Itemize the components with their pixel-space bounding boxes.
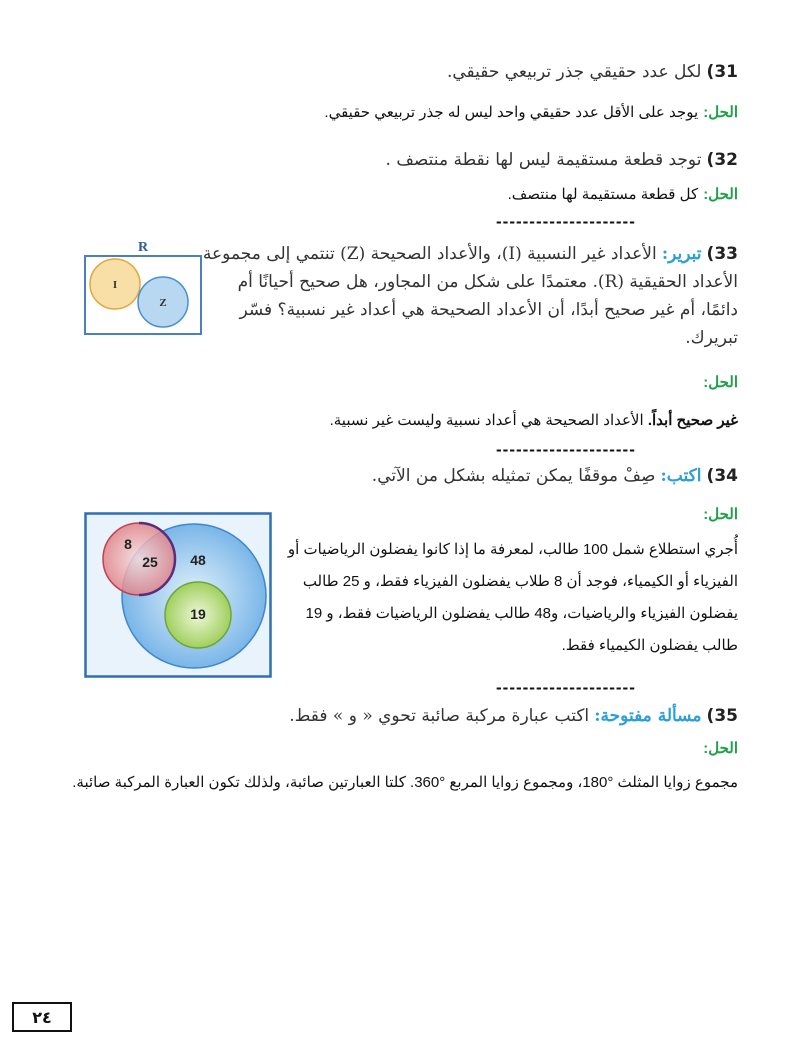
divider: --------------------- [496,678,636,697]
question-text: توجد قطعة مستقيمة ليس لها نقطة منتصف . [385,150,702,170]
solution-label: الحل: [703,186,738,203]
divider: --------------------- [496,212,636,231]
solution-31 [58,102,738,121]
question-number: 31) [706,62,738,82]
question-text: صِفْ موقفًا يمكن تمثيله بشكل من الآتي. [371,466,656,486]
solution-label: الحل: [703,374,738,391]
question-text-line: تبريرك. [685,328,738,348]
question-keyword: مسألة مفتوحة: [594,706,702,726]
solution-33 [58,410,738,429]
question-text-line: الأعداد الحقيقية (R). معتمدًا على شكل من المجاور، هل صحيح أحيانًا أم [237,272,738,292]
question-number: 35) [706,706,738,726]
question-number: 32) [706,150,738,170]
circle-z-label: Z [159,297,167,309]
solution-34 [278,534,738,662]
venn-diagram-r [83,238,203,338]
question-text: لكل عدد حقيقي جذر تربيعي حقيقي. [446,62,702,82]
physics-math-count: 25 [142,554,158,570]
solution-text: كل قطعة مستقيمة لها منتصف. [507,186,699,203]
venn-diagram-survey [84,512,272,678]
question-31 [138,62,738,82]
question-33 [198,240,738,352]
question-keyword: تبرير: [661,244,702,264]
solution-label: الحل: [703,506,738,523]
solution-text-line: طالب يفضلون الكيمياء فقط. [561,637,738,654]
page-number: ٢٤ [32,1007,52,1027]
question-text-line: الأعداد غير النسبية (I)، والأعداد الصحيحة (Z) تنتمي إلى مجموعة [202,244,657,264]
solution-text-line: الفيزياء أو الكيمياء، فوجد أن 8 طلاب يفضلون الفيزياء فقط، و 25 طالب [302,573,738,590]
question-35 [138,706,738,726]
chemistry-only-count: 19 [190,606,206,622]
set-label-r: R [137,240,149,255]
question-number: 34) [706,466,738,486]
question-32 [138,150,738,170]
solution-text-line: يفضلون الفيزياء والرياضيات، و48 طالب يفضلون الرياضيات فقط، و 19 [305,605,738,622]
question-text: اكتب عبارة مركبة صائبة تحوي « و » فقط. [289,706,590,726]
question-text-line: دائمًا، أم غير صحيح أبدًا، أن الأعداد الصحيحة هي أعداد غير نسبية؟ فسّر [239,300,738,320]
page-number-box [12,1002,72,1032]
question-keyword: اكتب: [660,466,702,486]
solution-32 [58,184,738,203]
divider: --------------------- [496,440,636,459]
question-34 [138,466,738,486]
solution-33-label [58,372,738,391]
solution-label: الحل: [703,740,738,757]
solution-text: يوجد على الأقل عدد حقيقي واحد ليس له جذر تربيعي حقيقي. [324,104,699,121]
solution-35-label [58,738,738,757]
solution-text-line: أُجري استطلاع شمل 100 طالب، لمعرفة ما إذا كانوا يفضلون الرياضيات أو [287,541,738,558]
solution-text: الأعداد الصحيحة هي أعداد نسبية وليست غير نسبية. [329,412,648,429]
math-only-count: 48 [190,552,206,568]
solution-text: مجموع زوايا المثلث °180، ومجموع زوايا المربع °360. كلتا العبارتين صائبة، ولذلك تكون العبارة المركبة صائبة. [72,774,738,791]
solution-35 [48,772,738,791]
circle-i-label: I [112,279,118,291]
physics-only-count: 8 [124,536,132,552]
question-number: 33) [706,244,738,264]
solution-verdict: غير صحيح أبداً. [647,412,738,429]
solution-label: الحل: [703,104,738,121]
